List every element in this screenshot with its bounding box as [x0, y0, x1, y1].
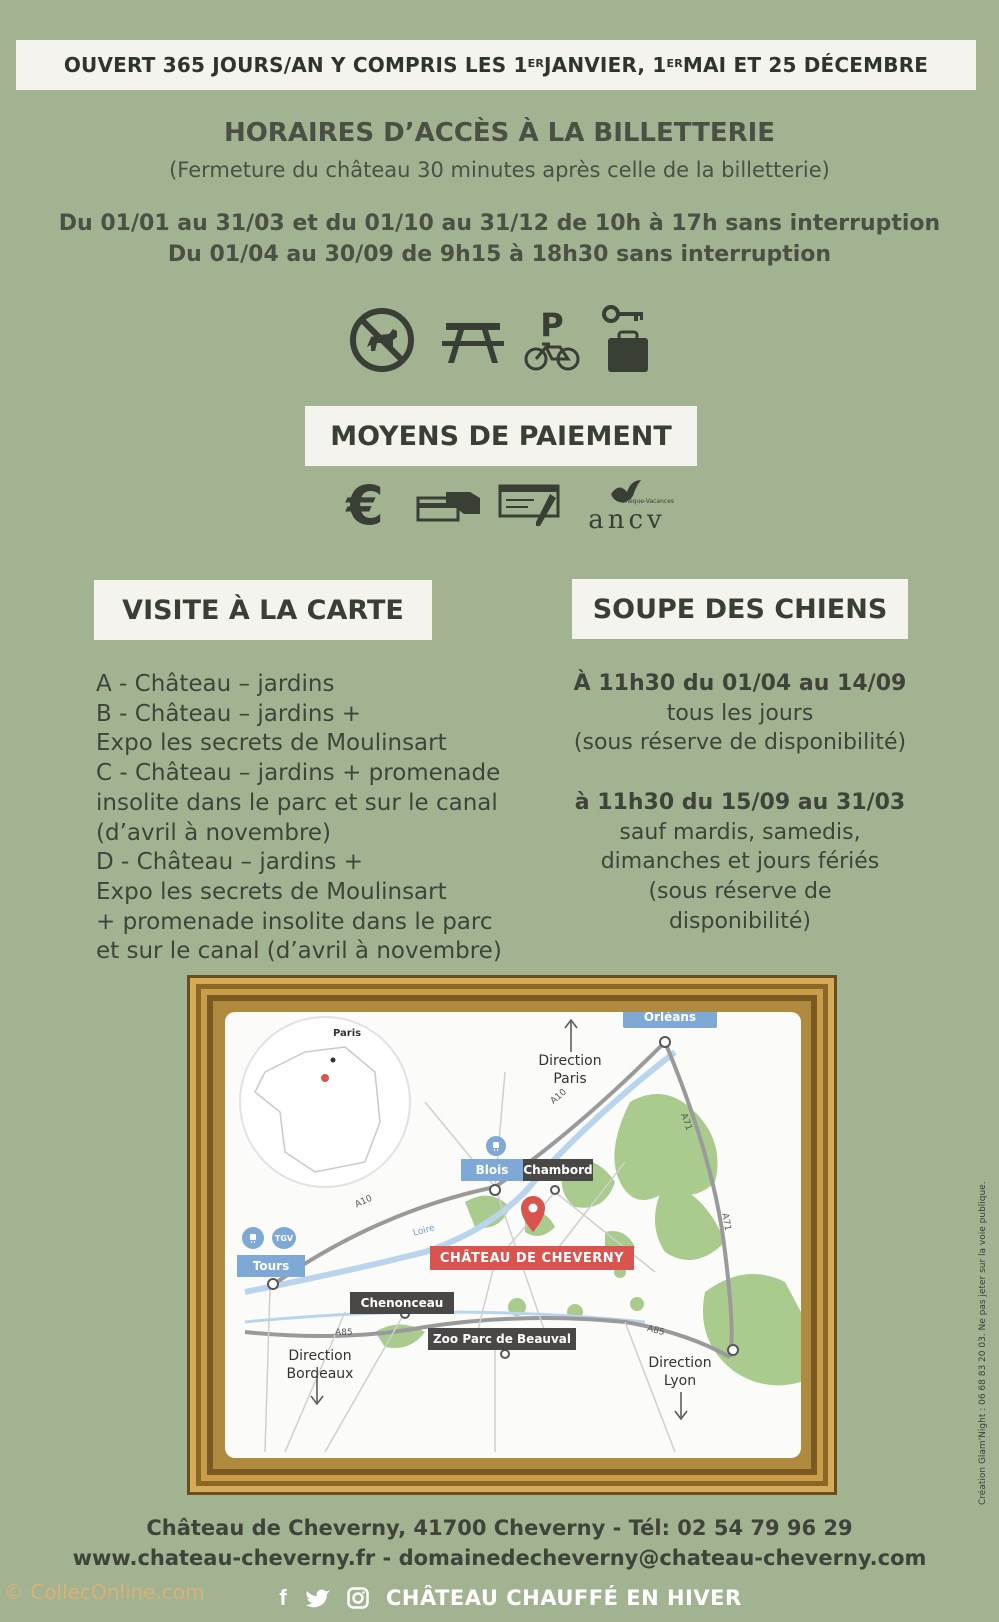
soupe-line: à 11h30 du 15/09 au 31/03: [574, 789, 906, 815]
euro-glyph: €: [346, 473, 384, 537]
card-icon: [409, 488, 489, 522]
footer-address: Château de Cheverny, 41700 Cheverny - Tél: 02 54 79 96 29: [146, 1516, 853, 1540]
visite-line: A - Château – jardins: [96, 671, 335, 697]
payment-title: MOYENS DE PAIEMENT: [305, 406, 697, 466]
soupe-line: sauf mardis, samedis,: [619, 819, 861, 845]
banner-text-2: JANVIER, 1: [544, 53, 667, 77]
footer-web: www.chateau-cheverny.fr - domainedecheverny@chateau-cheverny.com: [72, 1546, 927, 1570]
visite-line: C - Château – jardins + promenade: [96, 760, 501, 787]
instagram-icon[interactable]: [338, 1587, 378, 1609]
ancv-text: ancv: [588, 505, 666, 535]
tgv-badge: TGV: [272, 1227, 296, 1249]
bicycle-parking-icon: [522, 306, 582, 371]
visite-line: Expo les secrets de Moulinsart: [96, 730, 447, 757]
euro-icon: [335, 474, 395, 537]
road-label: A10: [548, 1087, 569, 1107]
soupe-line: À 11h30 du 01/04 au 14/09: [573, 671, 907, 696]
banner-sup-1: ER: [527, 56, 544, 70]
heating-note: CHÂTEAU CHAUFFÉ EN HIVER: [386, 1586, 742, 1610]
road-label: A10: [353, 1193, 374, 1211]
river-label: Loire: [412, 1223, 436, 1239]
banner-text-1: OUVERT 365 JOURS/AN Y COMPRIS LES 1: [63, 53, 528, 77]
direction-lyon-line: Direction: [648, 1355, 712, 1371]
direction-lyon-line: Lyon: [663, 1373, 697, 1389]
france-inset: [240, 1017, 410, 1187]
visite-line: insolite dans le parc et sur le canal: [96, 789, 498, 816]
train-icon: [242, 1227, 264, 1249]
visite-line: D - Château – jardins +: [96, 849, 363, 876]
no-dogs-icon: [346, 307, 418, 373]
map-drawing: [225, 1012, 801, 1458]
footer-social: [268, 1585, 742, 1611]
direction-paris: [525, 1052, 615, 1088]
direction-bordeaux-line: Bordeaux: [286, 1366, 354, 1382]
opening-banner: [16, 40, 976, 90]
hours-subtitle: (Fermeture du château 30 minutes après celle de la billetterie): [169, 158, 830, 182]
road-label: A85: [646, 1323, 666, 1339]
soupe-line: (sous réserve de disponibilité): [573, 730, 907, 756]
visite-line: Expo les secrets de Moulinsart: [96, 878, 447, 905]
hours-line-1: Du 01/01 au 31/03 et du 01/10 au 31/12 de 10h à 17h sans interruption: [58, 211, 941, 236]
parking-letter: P: [540, 306, 564, 344]
twitter-icon[interactable]: [298, 1588, 338, 1608]
label-tours: Tours: [237, 1255, 305, 1277]
label-cheverny: CHÂTEAU DE CHEVERNY: [430, 1246, 634, 1270]
direction-bordeaux: [275, 1347, 365, 1383]
soupe-schedule: [536, 669, 944, 936]
payment-icons: [335, 470, 677, 540]
access-map: [225, 1012, 801, 1458]
soupe-line: (sous réserve de: [648, 878, 832, 904]
hours-title: HORAIRES D’ACCÈS À LA BILLETTERIE: [223, 118, 776, 148]
soupe-title: SOUPE DES CHIENS: [572, 579, 908, 639]
road-label: A71: [678, 1112, 694, 1132]
label-chambord: Chambord: [523, 1159, 593, 1181]
cheque-icon: [495, 480, 565, 530]
watermark: © CollecOnline.com: [4, 1580, 205, 1604]
banner-sup-2: ER: [666, 56, 683, 70]
label-orleans: Orléans: [623, 1012, 717, 1028]
soupe-line: dimanches et jours fériés: [600, 849, 880, 875]
label-chenonceau: Chenonceau: [350, 1292, 454, 1314]
direction-paris-line: Direction: [538, 1053, 602, 1069]
direction-bordeaux-line: Direction: [288, 1348, 352, 1364]
visite-title: VISITE À LA CARTE: [94, 580, 432, 640]
road-label: A85: [335, 1328, 353, 1338]
hours-line-2: Du 01/04 au 30/09 de 9h15 à 18h30 sans interruption: [167, 242, 832, 267]
service-icons: [346, 305, 658, 375]
luggage-storage-icon: [598, 304, 658, 376]
direction-lyon: [635, 1354, 725, 1390]
banner-text-3: MAI ET 25 DÉCEMBRE: [682, 53, 929, 77]
picnic-table-icon: [430, 315, 516, 365]
facebook-icon[interactable]: f: [279, 1585, 287, 1610]
visite-line: et sur le canal (d’avril à novembre): [96, 938, 502, 965]
direction-paris-line: Paris: [553, 1071, 587, 1087]
label-blois: Blois: [461, 1159, 523, 1181]
visite-line: B - Château – jardins +: [96, 700, 362, 727]
road-label: A71: [719, 1212, 733, 1232]
soupe-line: tous les jours: [666, 700, 814, 726]
visite-line: + promenade insolite dans le parc: [96, 908, 493, 935]
visite-line: (d’avril à novembre): [96, 819, 332, 846]
ancv-logo: [577, 478, 677, 535]
label-beauval: Zoo Parc de Beauval: [428, 1328, 576, 1350]
visite-list: [96, 670, 502, 967]
soupe-line: disponibilité): [668, 908, 812, 934]
ancv-small-text: Chèque-Vacances: [621, 498, 675, 505]
side-credit: Création Glam'Night : 06 68 83 20 03. Ne pas jeter sur la voie publique.: [978, 1181, 988, 1505]
map-paris-label: Paris: [333, 1028, 362, 1039]
train-icon: [486, 1136, 506, 1156]
